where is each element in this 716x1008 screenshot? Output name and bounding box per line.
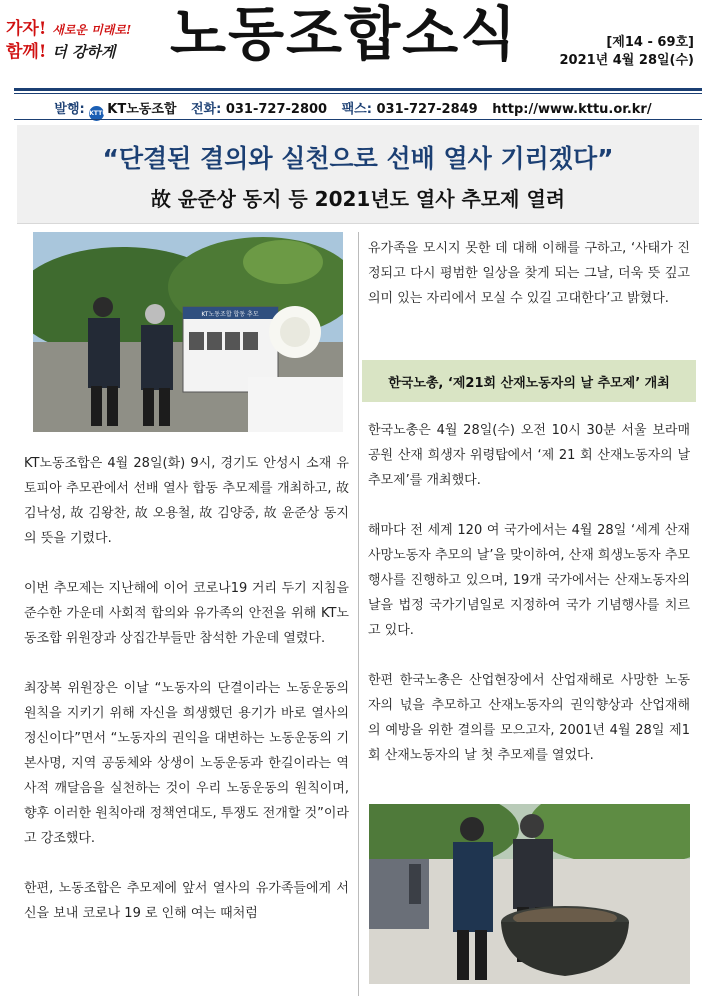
section-heading-box (362, 360, 696, 402)
issue-date: 2021년 4월 28일(수) (559, 53, 694, 68)
masthead-rule (14, 88, 702, 91)
kttu-logo-icon: KTTU (89, 106, 104, 121)
paragraph: 한편 한국노총은 산업현장에서 산업재해로 사망한 노동자의 넋을 추모하고 산재노동자의 권익향상과 산업재해의 예방을 위한 결의를 모으고자, 2001년 4월 28일 제1회 산재노동자의 날 첫 추모제를 열었다. (368, 673, 690, 763)
paragraph: 이번 추모제는 지난해에 이어 코로나19 거리 두기 지침을 준수한 가운데 사회적 합의와 유가족의 안전을 위해 KT노동조합 위원장과 상집간부들만 참석한 가운데 열렸다. (24, 581, 349, 646)
paragraph: KT노동조합은 4월 28일(화) 9시, 경기도 안성시 소재 유토피아 추모관에서 선배 열사 합동 추모제를 개최하고, 故 김낙성, 故 김왕찬, 故 오용철, 故 김양중, 故 윤준상 동지의 뜻을 기렸다. (24, 456, 349, 546)
slogan-line1-big: 가자! (6, 19, 47, 39)
paragraph: 한편, 노동조합은 추모제에 앞서 열사의 유가족들에게 서신을 보내 코로나 19 로 인해 여는 때처럼 (24, 881, 349, 921)
fax-label: 팩스: (341, 102, 372, 117)
paragraph: 최장복 위원장은 이날 “노동자의 단결이라는 노동운동의 원칙을 지키기 위해 자신을 희생했던 용기가 바로 열사의 정신이다”면서 “노동자의 권익을 대변하는 노동운동의 기본사명, 지역 공동체와 상생이 노동운동과 한길이라는 역사적 깨달음을 실천하는 것이 우리 노동운동의 원칙이며, 향후 이러한 원칙아래 정책연대도, 투쟁도 전개할 것”이라고 강조했다. (24, 681, 349, 846)
incense-photo-illustration (369, 804, 690, 984)
fax-number: 031-727-2849 (376, 102, 478, 117)
phone-number: 031-727-2800 (225, 102, 328, 117)
memorial-photo (33, 232, 343, 432)
contact-bar (0, 98, 716, 118)
right-column-text-bottom (368, 418, 690, 793)
contact-rule (14, 119, 702, 120)
paragraph: 한국노총은 4월 28일(수) 오전 10시 30분 서울 보라매공원 산재 희생자 위령탑에서 ‘제 21 회 산재노동자의 날 추모제’를 개최했다. (368, 423, 690, 488)
memorial-sign-text: KT노동조합 합동 추모 (201, 311, 259, 318)
paragraph: 유가족을 모시지 못한 데 대해 이해를 구하고, ‘사태가 진정되고 다시 평범한 일상을 찾게 되는 그날, 더욱 뜻 깊고 의미 있는 자리에서 모실 수 있길 고대한다’고 밝혔다. (368, 241, 690, 306)
right-column-text-top (368, 236, 690, 336)
paragraph: 해마다 전 세계 120 여 국가에서는 4월 28일 ‘세계 산재 사망노동자 추모의 날’을 맞이하여, 산재 희생노동자 추모 행사를 진행하고 있으며, 19개 국가에서는 산재노동자의 날을 법정 국가기념일로 지정하여 국가 기념행사를 치르고 있다. (368, 523, 690, 638)
incense-photo (369, 804, 690, 984)
phone-label: 전화: (190, 102, 222, 117)
publisher-name: KT노동조합 (107, 102, 177, 117)
slogan (6, 18, 166, 63)
slogan-line1-small: 새로운 미래로! (52, 23, 132, 37)
left-column-text (24, 451, 349, 951)
memorial-photo-illustration (33, 232, 343, 432)
slogan-line2-big: 함께! (6, 42, 47, 62)
masthead-rule-thin (14, 93, 702, 94)
column-divider (358, 232, 359, 996)
slogan-line2-small: 더 강하게 (52, 43, 116, 61)
publisher-label: 발행: (54, 102, 85, 117)
issue-number: [제14 - 69호] (606, 35, 694, 50)
newsletter-title: 노동조합소식 (170, 0, 519, 68)
issue-info (560, 34, 695, 70)
section-title: 한국노총, ‘제21회 산재노동자의 날 추모제’ 개최 (388, 376, 670, 391)
article-headline: “단결된 결의와 실천으로 선배 열사 기리겠다” (102, 144, 614, 173)
website-link[interactable]: http://www.kttu.or.kr/ (492, 102, 652, 117)
article-subheadline: 故 윤준상 동지 등 2021년도 열사 추모제 열려 (150, 187, 566, 211)
headline-banner (17, 125, 699, 224)
